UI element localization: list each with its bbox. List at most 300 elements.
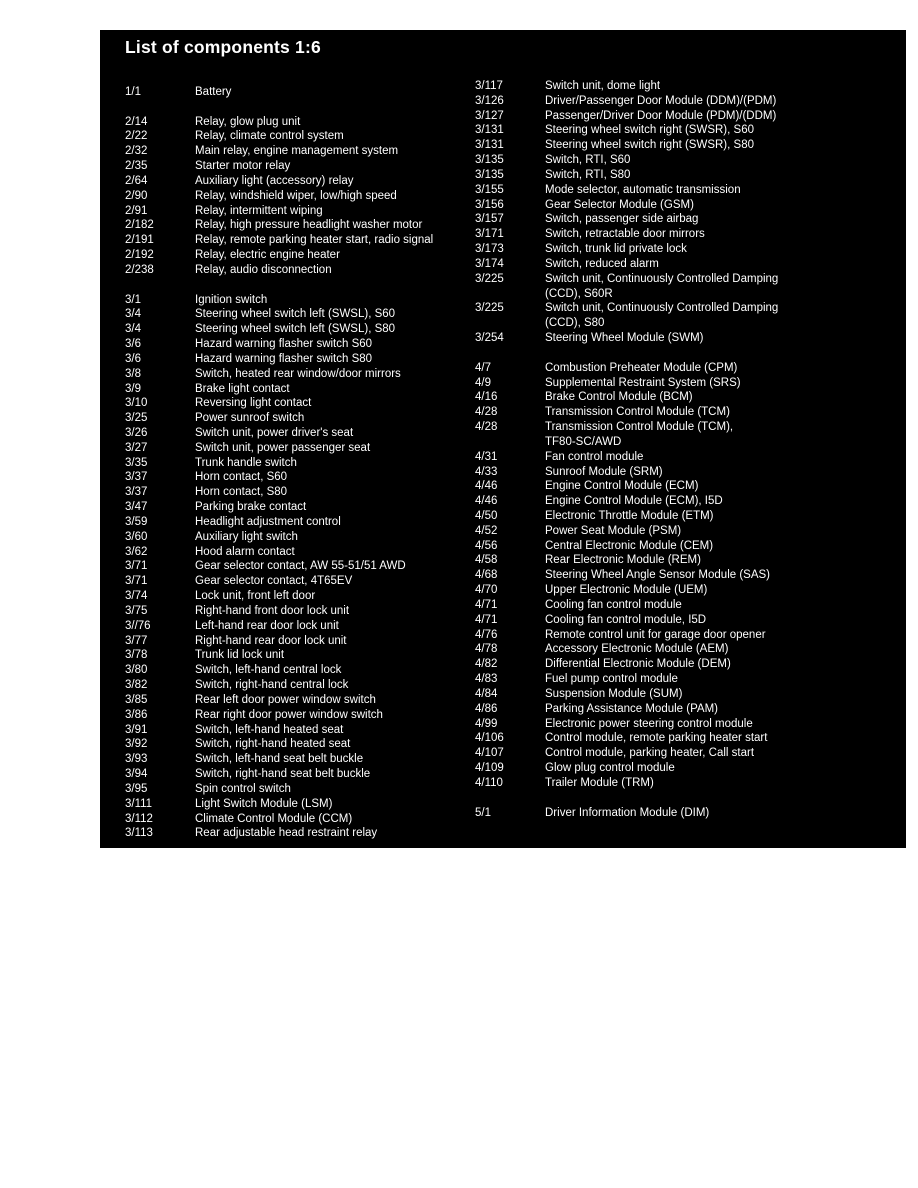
component-description: Switch, right-hand seat belt buckle	[195, 768, 371, 781]
component-code: 4/50	[475, 509, 498, 522]
component-description: Glow plug control module	[545, 762, 675, 775]
component-code: 2/14	[125, 115, 148, 128]
component-code: 4/16	[475, 391, 498, 404]
component-description: Relay, high pressure headlight washer motor	[195, 219, 423, 232]
component-code: 4/99	[475, 717, 498, 730]
component-description-continued: (CCD), S80	[545, 317, 605, 330]
component-row	[125, 559, 470, 574]
component-description: Switch unit, power driver's seat	[195, 426, 354, 439]
component-code: 3/131	[475, 124, 504, 137]
component-row	[125, 144, 470, 159]
component-row	[475, 272, 900, 287]
component-row	[125, 159, 470, 174]
component-code: 3/77	[125, 634, 148, 647]
component-code: 4/28	[475, 406, 498, 419]
component-description: Gear selector contact, 4T65EV	[195, 575, 353, 588]
component-row	[475, 287, 900, 302]
component-group	[475, 361, 900, 791]
component-code: 4/7	[475, 361, 491, 374]
component-row	[475, 316, 900, 331]
component-row	[125, 218, 470, 233]
component-row	[475, 731, 900, 746]
component-group	[125, 293, 470, 842]
component-description: Suspension Module (SUM)	[545, 687, 683, 700]
component-code: 4/84	[475, 687, 498, 700]
component-code	[475, 435, 545, 450]
component-group	[125, 115, 470, 278]
component-code: 3/47	[125, 501, 148, 514]
component-row	[475, 746, 900, 761]
component-code: 3/157	[475, 213, 504, 226]
component-description: Switch unit, power passenger seat	[195, 441, 371, 454]
component-row	[475, 450, 900, 465]
component-code: 3/25	[125, 412, 148, 425]
component-code: 3/37	[125, 486, 148, 499]
component-code: 4/70	[475, 584, 498, 597]
component-row	[475, 212, 900, 227]
component-code: 4/71	[475, 598, 498, 611]
component-description: Trunk lid lock unit	[195, 649, 285, 662]
component-description: Ignition switch	[195, 293, 268, 306]
component-code: 3/71	[125, 560, 148, 573]
component-description: Relay, climate control system	[195, 130, 344, 143]
component-code: 3/71	[125, 575, 148, 588]
component-description: Engine Control Module (ECM), I5D	[545, 495, 723, 508]
component-row	[475, 242, 900, 257]
component-row	[125, 352, 470, 367]
component-description: Rear right door power window switch	[195, 708, 383, 721]
component-code: 1/1	[125, 86, 141, 98]
component-description: Switch unit, dome light	[545, 80, 661, 92]
component-description: Sunroof Module (SRM)	[545, 465, 663, 478]
components-column-left	[125, 85, 470, 856]
component-code: 3/127	[475, 109, 504, 122]
component-row	[475, 435, 900, 450]
component-group	[475, 79, 900, 346]
component-description: Starter motor relay	[195, 160, 291, 173]
component-row	[125, 545, 470, 560]
component-description: Supplemental Restraint System (SRS)	[545, 376, 741, 389]
component-row	[475, 153, 900, 168]
component-code: 2/90	[125, 189, 148, 202]
component-row	[475, 806, 900, 821]
component-code: 3/6	[125, 338, 141, 351]
component-description: Switch, right-hand central lock	[195, 679, 349, 692]
component-code: 4/56	[475, 539, 498, 552]
component-code: 4/28	[475, 421, 498, 434]
component-row	[125, 708, 470, 723]
component-description: Rear left door power window switch	[195, 693, 376, 706]
component-code: 3/95	[125, 782, 148, 795]
component-code: 3/126	[475, 94, 504, 107]
component-code: 4/76	[475, 628, 498, 641]
component-code	[475, 316, 545, 331]
component-code: 3/35	[125, 456, 148, 469]
component-description: Headlight adjustment control	[195, 515, 341, 528]
component-row	[125, 485, 470, 500]
component-description: Brake Control Module (BCM)	[545, 391, 693, 404]
component-row	[125, 812, 470, 827]
component-description: Auxiliary light switch	[195, 530, 298, 543]
component-description: Hazard warning flasher switch S80	[195, 352, 373, 365]
component-description: Climate Control Module (CCM)	[195, 812, 353, 825]
component-code: 3/27	[125, 441, 148, 454]
component-description-continued: (CCD), S60R	[545, 287, 613, 300]
component-description: Steering wheel switch right (SWSR), S80	[545, 139, 754, 152]
component-row	[125, 189, 470, 204]
component-row	[475, 672, 900, 687]
component-code: 3/60	[125, 530, 148, 543]
component-description: Relay, glow plug unit	[195, 115, 301, 128]
component-row	[125, 293, 470, 308]
component-row	[125, 723, 470, 738]
component-description: Transmission Control Module (TCM)	[545, 406, 730, 419]
component-description: Switch, heated rear window/door mirrors	[195, 367, 401, 380]
component-row	[475, 405, 900, 420]
component-description: Hood alarm contact	[195, 545, 295, 558]
component-row	[125, 634, 470, 649]
component-description: Steering wheel switch left (SWSL), S60	[195, 308, 396, 321]
component-description: Battery	[195, 86, 232, 98]
component-description: Switch, RTI, S60	[545, 154, 631, 167]
component-description: Horn contact, S60	[195, 471, 288, 484]
component-description-continued: TF80-SC/AWD	[545, 435, 622, 448]
component-code: 3/6	[125, 352, 141, 365]
component-description: Control module, parking heater, Call start	[545, 747, 755, 760]
component-row	[125, 307, 470, 322]
component-row	[125, 752, 470, 767]
component-description: Fuel pump control module	[545, 673, 678, 686]
component-row	[125, 263, 470, 278]
component-code: 3/9	[125, 382, 141, 395]
component-row	[475, 776, 900, 791]
component-description: Switch, trunk lid private lock	[545, 243, 687, 256]
component-description: Right-hand rear door lock unit	[195, 634, 347, 647]
component-row	[125, 411, 470, 426]
component-row	[125, 204, 470, 219]
component-code: 4/109	[475, 762, 504, 775]
component-code: 3//76	[125, 619, 151, 632]
component-code: 3/131	[475, 139, 504, 152]
component-description: Horn contact, S80	[195, 486, 288, 499]
component-description: Upper Electronic Module (UEM)	[545, 584, 708, 597]
component-row	[475, 717, 900, 732]
component-row	[125, 574, 470, 589]
component-code: 3/111	[125, 797, 153, 810]
component-row	[475, 479, 900, 494]
component-code: 2/22	[125, 130, 148, 143]
component-row	[475, 257, 900, 272]
component-code: 3/112	[125, 812, 153, 825]
component-row	[125, 767, 470, 782]
component-row	[125, 470, 470, 485]
component-row	[475, 123, 900, 138]
component-description: Remote control unit for garage door opener	[545, 628, 766, 641]
component-row	[475, 376, 900, 391]
component-row	[125, 693, 470, 708]
component-row	[125, 648, 470, 663]
component-description: Relay, intermittent wiping	[195, 204, 323, 217]
component-row	[125, 737, 470, 752]
component-description: Switch, passenger side airbag	[545, 213, 699, 226]
component-row	[475, 568, 900, 583]
component-row	[475, 465, 900, 480]
component-code: 2/238	[125, 263, 154, 276]
component-description: Passenger/Driver Door Module (PDM)/(DDM)	[545, 109, 777, 122]
component-description: Switch, left-hand central lock	[195, 664, 342, 677]
component-description: Driver/Passenger Door Module (DDM)/(PDM)	[545, 94, 777, 107]
component-row	[475, 553, 900, 568]
component-description: Trunk handle switch	[195, 456, 297, 469]
component-row	[125, 382, 470, 397]
component-description: Steering wheel switch left (SWSL), S80	[195, 323, 396, 336]
component-row	[125, 515, 470, 530]
component-row	[475, 687, 900, 702]
component-code: 3/82	[125, 679, 148, 692]
component-code: 3/37	[125, 471, 148, 484]
component-code: 3/156	[475, 198, 504, 211]
component-description: Engine Control Module (ECM)	[545, 480, 699, 493]
component-code: 3/59	[125, 515, 148, 528]
component-description: Hazard warning flasher switch S60	[195, 338, 373, 351]
component-code: 3/8	[125, 367, 141, 380]
component-row	[475, 183, 900, 198]
component-code: 4/58	[475, 554, 498, 567]
component-description: Central Electronic Module (CEM)	[545, 539, 714, 552]
component-row	[125, 85, 470, 100]
component-code: 3/75	[125, 604, 148, 617]
component-code: 3/80	[125, 664, 148, 677]
component-row	[125, 500, 470, 515]
component-row	[475, 583, 900, 598]
component-row	[125, 174, 470, 189]
component-code: 3/74	[125, 590, 148, 603]
component-description: Brake light contact	[195, 382, 290, 395]
component-row	[125, 530, 470, 545]
component-row	[475, 109, 900, 124]
component-row	[125, 441, 470, 456]
component-code: 3/4	[125, 308, 141, 321]
component-description: Combustion Preheater Module (CPM)	[545, 361, 738, 374]
component-row	[125, 826, 470, 841]
component-code: 3/26	[125, 426, 148, 439]
component-row	[125, 663, 470, 678]
component-code: 4/83	[475, 673, 498, 686]
component-description: Relay, windshield wiper, low/high speed	[195, 189, 397, 202]
component-description: Reversing light contact	[195, 397, 312, 410]
component-row	[125, 426, 470, 441]
component-description: Switch, retractable door mirrors	[545, 228, 705, 241]
component-code: 3/225	[475, 302, 504, 315]
component-code: 4/9	[475, 376, 491, 389]
component-code: 2/91	[125, 204, 148, 217]
component-row	[125, 129, 470, 144]
component-row	[475, 138, 900, 153]
components-panel	[100, 30, 906, 848]
component-description: Switch, left-hand seat belt buckle	[195, 753, 364, 766]
component-code: 3/4	[125, 323, 141, 336]
component-code: 4/107	[475, 747, 504, 760]
component-description: Accessory Electronic Module (AEM)	[545, 643, 729, 656]
component-code: 3/117	[475, 80, 503, 92]
component-code: 3/10	[125, 397, 148, 410]
component-code: 3/135	[475, 154, 504, 167]
component-code: 4/46	[475, 480, 498, 493]
component-row	[475, 642, 900, 657]
component-description: Steering Wheel Angle Sensor Module (SAS)	[545, 569, 771, 582]
component-code: 3/1	[125, 293, 141, 306]
component-group	[475, 806, 900, 821]
component-code: 2/192	[125, 249, 154, 262]
component-row	[475, 613, 900, 628]
component-row	[475, 494, 900, 509]
component-row	[125, 619, 470, 634]
component-description: Switch, right-hand heated seat	[195, 738, 351, 751]
component-description: Switch unit, Continuously Controlled Damping	[545, 302, 779, 315]
component-description: Auxiliary light (accessory) relay	[195, 174, 354, 187]
component-code: 4/110	[475, 776, 503, 789]
component-description: Cooling fan control module	[545, 598, 682, 611]
component-description: Control module, remote parking heater start	[545, 732, 768, 745]
page-title: List of components 1:6	[125, 37, 321, 57]
component-row	[475, 420, 900, 435]
component-row	[475, 390, 900, 405]
component-description: Switch, reduced alarm	[545, 257, 659, 270]
component-description: Trailer Module (TRM)	[545, 776, 654, 789]
component-code: 3/91	[125, 723, 148, 736]
component-description: Lock unit, front left door	[195, 590, 316, 603]
component-description: Spin control switch	[195, 782, 291, 795]
component-code: 3/62	[125, 545, 148, 558]
component-description: Electronic power steering control module	[545, 717, 753, 730]
component-description: Relay, remote parking heater start, radio signal	[195, 234, 434, 247]
component-code: 4/52	[475, 524, 498, 537]
component-code: 3/93	[125, 753, 148, 766]
component-code: 3/85	[125, 693, 148, 706]
component-row	[125, 248, 470, 263]
component-code: 4/46	[475, 495, 498, 508]
component-row	[125, 456, 470, 471]
component-code: 3/171	[475, 228, 504, 241]
component-row	[125, 797, 470, 812]
component-row	[475, 301, 900, 316]
component-code: 4/68	[475, 569, 498, 582]
component-row	[475, 198, 900, 213]
component-group	[125, 85, 470, 100]
component-code: 3/155	[475, 183, 504, 196]
component-description: Switch unit, Continuously Controlled Damping	[545, 272, 779, 285]
component-row	[475, 598, 900, 613]
component-description: Rear adjustable head restraint relay	[195, 827, 378, 840]
component-code	[475, 287, 545, 302]
component-row	[125, 678, 470, 693]
component-code: 4/31	[475, 450, 498, 463]
component-code: 3/113	[125, 827, 153, 840]
component-description: Light Switch Module (LSM)	[195, 797, 333, 810]
component-code: 5/1	[475, 806, 491, 819]
components-column-right	[475, 79, 900, 835]
component-description: Main relay, engine management system	[195, 145, 399, 158]
component-code: 4/78	[475, 643, 498, 656]
component-row	[125, 233, 470, 248]
component-description: Steering Wheel Module (SWM)	[545, 332, 704, 345]
component-description: Cooling fan control module, I5D	[545, 613, 707, 626]
component-row	[475, 509, 900, 524]
component-description: Switch, left-hand heated seat	[195, 723, 344, 736]
component-description: Right-hand front door lock unit	[195, 604, 350, 617]
component-description: Steering wheel switch right (SWSR), S60	[545, 124, 754, 137]
component-code: 2/191	[125, 234, 154, 247]
component-code: 3/254	[475, 332, 504, 345]
component-description: Transmission Control Module (TCM),	[545, 421, 734, 434]
component-description: Gear Selector Module (GSM)	[545, 198, 694, 211]
component-row	[125, 396, 470, 411]
component-row	[475, 702, 900, 717]
component-row	[475, 657, 900, 672]
component-code: 3/92	[125, 738, 148, 751]
component-row	[475, 227, 900, 242]
component-code: 4/71	[475, 613, 498, 626]
component-row	[475, 331, 900, 346]
component-code: 2/182	[125, 219, 154, 232]
component-code: 3/225	[475, 272, 504, 285]
component-code: 4/86	[475, 702, 498, 715]
component-row	[475, 168, 900, 183]
component-code: 2/35	[125, 160, 148, 173]
component-row	[125, 589, 470, 604]
component-description: Left-hand rear door lock unit	[195, 619, 339, 632]
component-row	[475, 94, 900, 109]
component-description: Mode selector, automatic transmission	[545, 183, 741, 196]
component-code: 2/32	[125, 145, 148, 158]
component-code: 3/86	[125, 708, 148, 721]
component-row	[125, 337, 470, 352]
component-description: Power Seat Module (PSM)	[545, 524, 682, 537]
component-description: Driver Information Module (DIM)	[545, 806, 710, 819]
component-row	[125, 367, 470, 382]
component-row	[125, 115, 470, 130]
component-description: Parking brake contact	[195, 501, 307, 514]
component-row	[125, 604, 470, 619]
component-description: Parking Assistance Module (PAM)	[545, 702, 718, 715]
component-description: Relay, electric engine heater	[195, 249, 340, 262]
component-code: 3/78	[125, 649, 148, 662]
component-code: 3/94	[125, 768, 148, 781]
component-row	[475, 628, 900, 643]
component-description: Differential Electronic Module (DEM)	[545, 658, 731, 671]
component-row	[475, 79, 900, 94]
component-description: Power sunroof switch	[195, 412, 305, 425]
component-row	[475, 361, 900, 376]
component-code: 3/135	[475, 168, 504, 181]
component-row	[125, 322, 470, 337]
component-description: Gear selector contact, AW 55-51/51 AWD	[195, 560, 406, 573]
component-code: 4/106	[475, 732, 504, 745]
component-code: 3/174	[475, 257, 504, 270]
component-row	[475, 524, 900, 539]
component-description: Switch, RTI, S80	[545, 168, 631, 181]
component-code: 2/64	[125, 174, 148, 187]
component-description: Electronic Throttle Module (ETM)	[545, 509, 714, 522]
component-code: 3/173	[475, 243, 504, 256]
component-row	[475, 761, 900, 776]
component-description: Fan control module	[545, 450, 644, 463]
component-row	[475, 539, 900, 554]
component-description: Relay, audio disconnection	[195, 263, 332, 276]
component-code: 4/33	[475, 465, 498, 478]
component-description: Rear Electronic Module (REM)	[545, 554, 701, 567]
component-row	[125, 782, 470, 797]
